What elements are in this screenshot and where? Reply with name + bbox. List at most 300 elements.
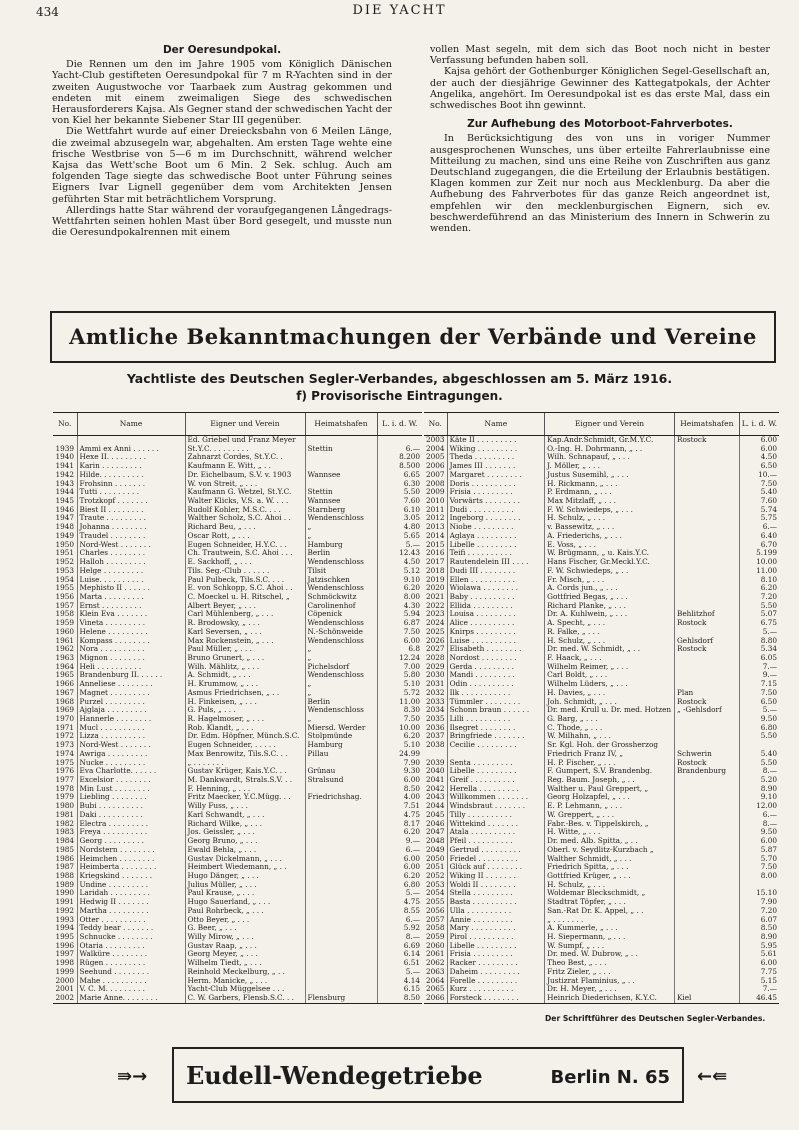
table-row	[53, 471, 422, 480]
cell-name: Klein Eva . . . . . . .	[77, 610, 185, 619]
cell-owner: W. Greppert, „ . . .	[545, 811, 675, 820]
cell-homeport: Cöpenick	[305, 610, 377, 619]
cell-length: 11.00	[377, 698, 422, 707]
table-row	[53, 698, 422, 707]
cell-homeport	[305, 907, 377, 916]
cell-name: Herella . . . . . . . . .	[447, 785, 545, 794]
cell-homeport	[674, 977, 739, 986]
table-row	[53, 715, 422, 724]
cell-no: 1986	[55, 854, 75, 863]
cell-homeport: Wendenschloss	[305, 706, 377, 715]
cell-length: 5.—	[739, 628, 779, 637]
cell-name: Frisia . . . . . . . . .	[447, 488, 545, 497]
cell-owner: G. Barg, „ . . .	[545, 715, 675, 724]
running-title: DIE YACHT	[352, 3, 447, 18]
cell-no: 1959	[55, 619, 75, 628]
cell-owner: Friedrich Spitta, „ . . .	[545, 863, 675, 872]
cell-no: 2005	[426, 453, 445, 462]
cell-owner: C. Moeckel u. H. Ritschel, „	[185, 593, 305, 602]
cell-name: Daki . . . . . . . . . .	[77, 811, 185, 820]
cell-owner: H. Schulz, „ . . .	[545, 637, 675, 646]
cell-no: 1967	[55, 688, 75, 697]
cell-owner: Oberl. v. Seydlitz-Kurzbach „	[545, 846, 675, 855]
table-row	[424, 619, 779, 628]
cell-homeport	[305, 968, 377, 977]
cell-no: 2034	[426, 706, 445, 715]
cell-no: 2006	[426, 462, 445, 471]
table-row	[424, 855, 779, 864]
cell-length: 9.50	[739, 715, 779, 724]
cell-length: 6.80	[377, 881, 422, 890]
cell-owner: Georg Bruno, „ . . .	[185, 837, 305, 846]
cell-no: 1948	[55, 523, 75, 532]
cell-no: 1954	[55, 575, 75, 584]
cell-no: 1998	[55, 959, 75, 968]
cell-length: 6.—	[377, 846, 422, 855]
cell-no: 1963	[55, 653, 75, 662]
cell-no: 2051	[426, 863, 445, 872]
table-row	[53, 759, 422, 768]
cell-owner: Eugen Schneider, . . . . .	[185, 741, 305, 750]
table-row	[53, 942, 422, 951]
cell-no: 1999	[55, 967, 75, 976]
table-row	[53, 610, 422, 619]
col-header-length: L. i. d. W.	[377, 413, 422, 436]
cell-length	[739, 881, 779, 890]
table-row	[53, 863, 422, 872]
cell-length: 6.00	[377, 637, 422, 646]
table-row	[424, 802, 779, 811]
cell-owner: W. Sumpf, „ . . .	[545, 942, 675, 951]
cell-no: 2054	[426, 889, 445, 898]
cell-no: 1969	[55, 706, 75, 715]
paragraph: In Berücksichtigung des von uns in voriger Nummer ausgesprochenen Wunsches, uns über erteilte Fahrerlaubnisse eine Mitteilung zu machen, sind uns eine Reihe von Zuschriften aus ganz Deutschland zugegangen, die die Erteilung der Erlaubnis bestätigen. Klagen kommen zur Zeit nur noch aus Mecklenburg. Da aber die Aufhebung des Fahrverbotes für das ganze Reich angeordnet ist, empfehlen wir den mecklenburgischen Eignern, sich ev. beschwerdeführend an das Ministerium des Innern in Schwerin zu wenden.	[430, 133, 770, 235]
cell-owner: Otto Beyer, „ . . .	[185, 916, 305, 925]
cell-homeport: Rostock	[674, 698, 739, 707]
cell-length: 8.—	[739, 767, 779, 776]
cell-length: 6.—	[739, 811, 779, 820]
cell-length: 5.50	[739, 602, 779, 611]
cell-no: 2040	[426, 767, 445, 776]
cell-homeport	[305, 846, 377, 855]
cell-homeport	[674, 514, 739, 523]
cell-no: 2015	[426, 540, 445, 549]
table-row	[53, 750, 422, 759]
table-row	[53, 453, 422, 462]
cell-length: 6.40	[739, 532, 779, 541]
table-row	[53, 593, 422, 602]
cell-homeport	[674, 584, 739, 593]
cell-homeport	[674, 602, 739, 611]
cell-no: 2013	[426, 523, 445, 532]
cell-owner: Kaufmann E. Witt, „ . .	[185, 462, 305, 471]
cell-owner: Dr. Eichelbaum, S.V. v. 1903	[185, 471, 305, 480]
cell-owner: Dr. H. Meyer, „ . . .	[545, 985, 675, 994]
cell-no: 1942	[55, 470, 75, 479]
cell-owner: Wilhelm Reimer, „ . . .	[545, 663, 675, 672]
cell-name: Forsteck . . . . . . . .	[447, 994, 545, 1003]
cell-homeport	[305, 759, 377, 768]
cell-homeport	[674, 471, 739, 480]
cell-no: 2038	[426, 741, 445, 750]
cell-name: Teddy bear . . . . . . .	[77, 924, 185, 933]
cell-no: 2004	[426, 444, 445, 453]
cell-length: 8.17	[377, 820, 422, 829]
cell-name: Kriegskind . . . . . . .	[77, 872, 185, 881]
cell-owner: Carl Boldt, „ . . .	[545, 671, 675, 680]
cell-name: Stella . . . . . . . . .	[447, 889, 545, 898]
cell-name: Wiking II . . . . . . .	[447, 872, 545, 881]
cell-no: 2010	[426, 497, 445, 506]
cell-homeport	[674, 907, 739, 916]
cell-homeport	[305, 828, 377, 837]
cell-no: 2021	[426, 592, 445, 601]
table-row	[424, 610, 779, 619]
table-row	[53, 741, 422, 750]
cell-length: 9.10	[377, 576, 422, 585]
cell-owner: Woldemar Bleckschmidt, „	[545, 889, 675, 898]
cell-name: Heimberta . . . . . . . .	[77, 863, 185, 872]
cell-length: 8.200	[377, 453, 422, 462]
cell-name: Trotzkopf . . . . . . .	[77, 497, 185, 506]
cell-name: V. C. M. . . . . . . . .	[77, 985, 185, 994]
cell-length: 4.75	[377, 898, 422, 907]
cell-owner: A. Kummerle, „ . . .	[545, 924, 675, 933]
cell-name: Freya . . . . . . . . . .	[77, 828, 185, 837]
cell-length: 5.75	[739, 514, 779, 523]
cell-owner: C. W. Garbers, Flensb.S.C. . .	[185, 994, 305, 1003]
cell-homeport	[305, 924, 377, 933]
cell-name: Luise . . . . . . . . . .	[447, 637, 545, 646]
cell-no: 1958	[55, 610, 75, 619]
cell-no: 1950	[55, 540, 75, 549]
table-row	[53, 671, 422, 680]
cell-homeport	[674, 541, 739, 550]
cell-length: 6.15	[377, 985, 422, 994]
cell-length: 5.—	[377, 541, 422, 550]
table-row	[53, 628, 422, 637]
cell-no: 1946	[55, 505, 75, 514]
cell-name: Tümmler . . . . . . . .	[447, 698, 545, 707]
cell-no: 2060	[426, 941, 445, 950]
table-row	[53, 523, 422, 532]
cell-homeport: Hamburg	[305, 541, 377, 550]
cell-owner: Justus Susemihl, „ . . .	[545, 471, 675, 480]
cell-length: 10.00	[739, 558, 779, 567]
table-row	[53, 724, 422, 733]
table-row	[424, 532, 779, 541]
cell-name: Laridah . . . . . . . . .	[77, 889, 185, 898]
cell-homeport	[674, 828, 739, 837]
cell-owner: H. Krummow, „ . . .	[185, 680, 305, 689]
cell-owner: Dr. Edm. Höpfner, Münch.S.C.	[185, 732, 305, 741]
cell-owner: „ . . . . . . .	[185, 759, 305, 768]
table-row	[424, 680, 779, 689]
table-row	[53, 480, 422, 489]
cell-name: Heimchen . . . . . . . .	[77, 855, 185, 864]
cell-name	[77, 436, 185, 445]
cell-no: 1957	[55, 601, 75, 610]
cell-owner: Richard Planke, „ . . .	[545, 602, 675, 611]
cell-owner: A. Friederichs, „ . . .	[545, 532, 675, 541]
cell-name: Magnet . . . . . . . . .	[77, 689, 185, 698]
cell-length: 5.72	[377, 689, 422, 698]
cell-length: 5.87	[739, 846, 779, 855]
cell-name: Ilk . . . . . . . . . . .	[447, 689, 545, 698]
cell-no: 1945	[55, 497, 75, 506]
cell-owner: A. Specht, „ . . .	[545, 619, 675, 628]
cell-length: 5.95	[739, 942, 779, 951]
cell-owner: Hugo Dänger, „ . . .	[185, 872, 305, 881]
cell-no: 2056	[426, 906, 445, 915]
table-row	[424, 628, 779, 637]
table-row	[424, 994, 779, 1003]
cell-name: Willkommen . . . . . . .	[447, 793, 545, 802]
cell-name: Ajglaja . . . . . . . . .	[77, 706, 185, 715]
cell-length: 8.00	[377, 593, 422, 602]
cell-homeport: „	[305, 532, 377, 541]
cell-owner: H. Witte, „ . . .	[545, 828, 675, 837]
cell-no: 2025	[426, 627, 445, 636]
cell-homeport: Jatzischken	[305, 576, 377, 585]
cell-length: 4.00	[377, 793, 422, 802]
cell-length: 5.10	[377, 741, 422, 750]
table-row	[53, 541, 422, 550]
cell-length: 6.20	[377, 732, 422, 741]
cell-no: 2027	[426, 645, 445, 654]
table-row	[424, 576, 779, 585]
cell-length: 4.80	[377, 523, 422, 532]
cell-length: 5.12	[377, 567, 422, 576]
cell-length: 9.—	[377, 837, 422, 846]
table-row	[53, 436, 422, 445]
cell-homeport: Stolpmünde	[305, 732, 377, 741]
cell-name: Luise. . . . . . . . . .	[77, 576, 185, 585]
cell-no: 1975	[55, 758, 75, 767]
cell-owner: Kaufmann G. Wetzel, St.Y.C.	[185, 488, 305, 497]
cell-homeport: Wendenschloss	[305, 619, 377, 628]
cell-no: 2028	[426, 653, 445, 662]
cell-length: 7.15	[739, 680, 779, 689]
section-banner	[50, 311, 776, 363]
cell-length: 7.50	[739, 863, 779, 872]
table-row	[424, 793, 779, 802]
cell-length: 5.92	[377, 924, 422, 933]
table-row	[424, 820, 779, 829]
cell-homeport: Schmöckwitz	[305, 593, 377, 602]
cell-owner: Fritz Zieler, „ . . .	[545, 968, 675, 977]
cell-homeport: Gehlsdorf	[674, 637, 739, 646]
table-row	[53, 602, 422, 611]
cell-length: 12.43	[377, 549, 422, 558]
right-arrow-ornament: ←⇚	[697, 1066, 728, 1087]
cell-homeport: „	[305, 689, 377, 698]
cell-homeport: Rostock	[674, 436, 739, 445]
cell-owner: Max Benrowitz, Tils.S.C. . .	[185, 750, 305, 759]
col-header-homeport: Heimatshafen	[674, 413, 739, 436]
cell-homeport: Wannsee	[305, 471, 377, 480]
cell-name: Mandi . . . . . . . . .	[447, 671, 545, 680]
cell-name: Aglaya . . . . . . . . .	[447, 532, 545, 541]
cell-no: 1993	[55, 915, 75, 924]
cell-name: Dudi III . . . . . . . .	[447, 567, 545, 576]
cell-owner: G. Beer, „ . . .	[185, 924, 305, 933]
cell-owner: Karl Schwandt, „ . . .	[185, 811, 305, 820]
table-row	[424, 916, 779, 925]
table-row	[424, 863, 779, 872]
table-row	[53, 576, 422, 585]
cell-length: 7.50	[739, 689, 779, 698]
cell-no: 1981	[55, 810, 75, 819]
cell-name: Alice . . . . . . . . . .	[447, 619, 545, 628]
cell-length: 8.50	[377, 994, 422, 1003]
cell-name: Niobe . . . . . . . . .	[447, 523, 545, 532]
table-row	[53, 497, 422, 506]
cell-no: 1961	[55, 636, 75, 645]
cell-no: 2031	[426, 680, 445, 689]
cell-name: Wiking . . . . . . . . .	[447, 445, 545, 454]
cell-owner: E. Sackhoff, „ . . .	[185, 558, 305, 567]
yacht-table-left	[53, 412, 422, 1004]
cell-homeport	[674, 898, 739, 907]
cell-homeport	[674, 950, 739, 959]
cell-homeport	[305, 872, 377, 881]
cell-no: 1966	[55, 680, 75, 689]
cell-homeport	[674, 549, 739, 558]
cell-name: Hedwig II . . . . . . .	[77, 898, 185, 907]
cell-homeport	[674, 523, 739, 532]
table-row	[424, 506, 779, 515]
table-row	[53, 619, 422, 628]
cell-no: 2002	[53, 994, 77, 1003]
cell-homeport	[674, 732, 739, 741]
cell-name: Purzel . . . . . . . . .	[77, 698, 185, 707]
cell-no: 2016	[426, 549, 445, 558]
table-row	[53, 802, 422, 811]
table-row	[53, 855, 422, 864]
cell-length: 9.30	[377, 767, 422, 776]
cell-homeport	[674, 916, 739, 925]
table-row	[53, 462, 422, 471]
article-title-oeresundpokal: Der Oeresundpokal.	[162, 44, 282, 56]
cell-name: Atala . . . . . . . . . .	[447, 828, 545, 837]
cell-owner: H. Schulz, „ . . .	[545, 514, 675, 523]
cell-no: 1980	[55, 802, 75, 811]
cell-no: 2057	[426, 915, 445, 924]
cell-homeport	[305, 985, 377, 994]
cell-homeport	[305, 977, 377, 986]
cell-no: 1991	[55, 898, 75, 907]
cell-homeport	[674, 715, 739, 724]
table-row	[53, 654, 422, 663]
cell-length: 6.—	[739, 523, 779, 532]
cell-owner: Eugen Schneider, H.Y.C. . .	[185, 541, 305, 550]
cell-length: 7.60	[377, 497, 422, 506]
cell-no: 1990	[55, 889, 75, 898]
col-header-no: No.	[53, 413, 77, 436]
left-arrow-ornament: ⇛→	[117, 1066, 148, 1087]
cell-no: 2047	[426, 828, 445, 837]
cell-name: Mary . . . . . . . . . .	[447, 924, 545, 933]
table-row	[53, 663, 422, 672]
cell-homeport	[674, 820, 739, 829]
paragraph: Die Wettfahrt wurde auf einer Dreiecksbahn von 6 Meilen Länge, die zweimal abzusegeln war, abgehalten. Am ersten Tage wehte eine frische Westbrise von 5—6 m im Durchschnitt, während welcher Kajsa das Wett'sche Boot um 6 Min. 2 Sek. schlug. Auch am folgenden Tage siegte das schwedische Boot unter Führung seines Eigners Ivar Lignell gegenüber dem vom Architekten Jensen geführten Star mit beträchtlichem Vorsprung.	[52, 126, 392, 205]
cell-homeport: Wendenschloss	[305, 637, 377, 646]
cell-no: 1951	[55, 549, 75, 558]
cell-homeport	[674, 837, 739, 846]
cell-homeport	[305, 889, 377, 898]
cell-no: 2045	[426, 810, 445, 819]
cell-length: 6.51	[377, 959, 422, 968]
cell-no: 2030	[426, 671, 445, 680]
cell-homeport	[674, 863, 739, 872]
paragraph: Die Rennen um den im Jahre 1905 vom Königlich Dänischen Yacht-Club gestifteten Oeresundpokal für 7 m R-Yachten sind in der zweiten Augustwoche vor Taarbaek zum Austrag gekommen und endeten mit einem zweimaligen Siege des schwedischen Herausforderers Kajsa. Als Gegner stand der schwedischen Yacht der von Kiel her bekannte Siebener Star III gegenüber.	[52, 59, 393, 127]
table-row	[53, 488, 422, 497]
cell-owner: Georg Meyer, „ . . .	[185, 950, 305, 959]
cell-homeport	[674, 558, 739, 567]
cell-name: Libelle . . . . . . . . .	[447, 541, 545, 550]
cell-length: 8.55	[377, 907, 422, 916]
cell-no: 1947	[55, 514, 75, 523]
cell-homeport	[305, 480, 377, 489]
cell-homeport: Rostock	[674, 645, 739, 654]
cell-owner: P. Erdmann, „ . . .	[545, 488, 675, 497]
table-row	[424, 645, 779, 654]
cell-homeport	[674, 462, 739, 471]
cell-owner: Gustav Dickelmann, „ . . .	[185, 855, 305, 864]
cell-owner: Hans Fischer, Gr.Meckl.Y.C.	[545, 558, 675, 567]
cell-no: 1972	[55, 732, 75, 741]
cell-homeport	[674, 532, 739, 541]
cell-no: 1983	[55, 828, 75, 837]
cell-no: 2024	[426, 619, 445, 628]
cell-no: 1939	[55, 444, 75, 453]
table-row	[53, 933, 422, 942]
cell-name: Halloh . . . . . . . . .	[77, 558, 185, 567]
table-row	[53, 706, 422, 715]
cell-homeport	[305, 785, 377, 794]
cell-name: Eva Charlotte. . . . . .	[77, 767, 185, 776]
table-row	[53, 558, 422, 567]
cell-no: 2042	[426, 784, 445, 793]
cell-name: Ellen . . . . . . . . . .	[447, 576, 545, 585]
cell-length	[377, 436, 422, 445]
table-row	[424, 593, 779, 602]
cell-no: 1973	[55, 741, 75, 750]
cell-no	[424, 750, 447, 759]
table-row	[424, 514, 779, 523]
table-row	[424, 759, 779, 768]
cell-homeport	[305, 462, 377, 471]
cell-length: 7.50	[377, 628, 422, 637]
col-header-length: L. i. d. W.	[739, 413, 779, 436]
cell-owner: Zahnarzt Cordes, St.Y.C. .	[185, 453, 305, 462]
table-row	[53, 645, 422, 654]
cell-length: 7.20	[739, 593, 779, 602]
cell-name	[447, 750, 545, 759]
cell-name: Libelle . . . . . . . . .	[447, 767, 545, 776]
cell-name: Ilsegret . . . . . . . .	[447, 724, 545, 733]
cell-length: 6.00	[739, 436, 779, 445]
col-header-name: Name	[447, 413, 545, 436]
paragraph: Allerdings hatte Star während der voraufgegangenen Långedrags-Wettfahrten seinen hohlen Mast über Bord gesegelt, und musste nun die Oeresundpokalrennen mit einem	[52, 204, 392, 239]
cell-length: 5.80	[377, 671, 422, 680]
cell-name: Walküre . . . . . . . .	[77, 950, 185, 959]
cell-owner: Wilhelm Lüders, „ . . .	[545, 680, 675, 689]
cell-owner: Richard Beu, „ . . .	[185, 523, 305, 532]
cell-no: 1940	[55, 453, 75, 462]
cell-homeport: Rostock	[674, 619, 739, 628]
